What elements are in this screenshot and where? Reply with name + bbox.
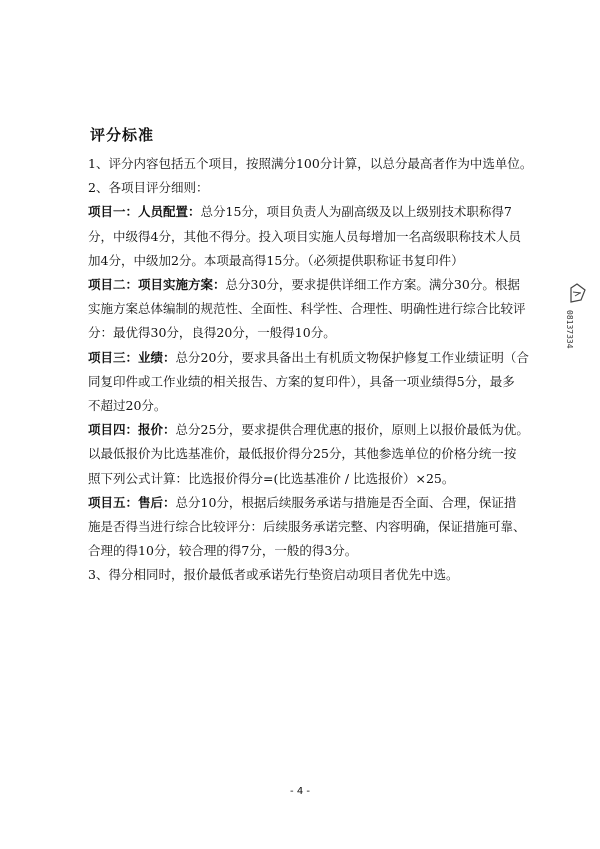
- line-text: 施是否得当进行综合比较评分：后续服务承诺完整、内容明确，保证措施可靠、: [88, 519, 526, 534]
- line-text: 总分30分，要求提供详细工作方案。满分30分。根据: [225, 277, 520, 292]
- item-title: 项目四：报价：: [88, 422, 176, 438]
- line-text: 不超过20分。: [88, 398, 167, 413]
- line-text: 总分20分，要求具备出土有机质文物保护修复工作业绩证明（合: [175, 349, 529, 365]
- item-title: 项目三：业绩：: [88, 349, 176, 365]
- text-line: [88, 374, 528, 390]
- text-line: [88, 156, 533, 172]
- text-line: [88, 471, 528, 487]
- line-text: 加4分，中级加2分。本项最高得15分。（必须提供职称证书复印件）: [88, 252, 464, 268]
- line-text: 合理的得10分，较合理的得7分，一般的得3分。: [88, 543, 358, 559]
- text-line: [88, 350, 528, 366]
- line-text: 同复印件或工作业绩的相关报告、方案的复印件），具备一项业绩得5分，最多: [88, 373, 515, 389]
- line-text: 3、得分相同时，报价最低者或承诺先行垫资启动项目者优先中选。: [88, 567, 459, 583]
- item-title: 项目一：人员配置：: [88, 204, 201, 220]
- text-line: [88, 446, 528, 462]
- line-text: 1、评分内容包括五个项目，按照满分100分计算，以总分最高者作为中选单位。: [88, 156, 533, 171]
- line-text: 分：最优得30分，良得20分，一般得10分。: [88, 325, 336, 341]
- text-line: [88, 325, 528, 341]
- text-line: [88, 543, 528, 559]
- text-line: [88, 519, 528, 535]
- line-text: 照下列公式计算：比选报价得分=(比选基准价 / 比选报价）×25。: [88, 470, 455, 486]
- line-text: 分，中级得4分，其他不得分。投入项目实施人员每增加一名高级职称技术人员: [88, 228, 521, 244]
- text-line: [88, 495, 528, 511]
- seal-stamp: [557, 280, 597, 380]
- text-line: [88, 180, 528, 196]
- text-line: [88, 277, 528, 293]
- svg-text:08137334: 08137334: [565, 310, 574, 349]
- item-title: 项目五：售后：: [88, 494, 176, 510]
- text-line: [88, 398, 528, 414]
- text-line: [88, 253, 528, 269]
- page-number: - 4 -: [290, 786, 310, 797]
- line-text: 总分25分，要求提供合理优惠的报价，原则上以报价最低为优。: [175, 422, 529, 438]
- line-text: 总分10分，根据后续服务承诺与措施是否全面、合理，保证措: [175, 494, 517, 510]
- text-line: [88, 204, 528, 220]
- text-line: [88, 229, 528, 245]
- line-text: 2、各项目评分细则：: [88, 180, 209, 196]
- line-text: 以最低报价为比选基准价，最低报价得分25分，其他参选单位的价格分统一按: [88, 446, 517, 462]
- text-line: [88, 422, 528, 438]
- text-line: [88, 567, 528, 583]
- section-heading: 评分标准: [90, 126, 155, 144]
- line-text: 实施方案总体编制的规范性、全面性、科学性、合理性、明确性进行综合比较评: [88, 301, 526, 317]
- line-text: 总分15分，项目负责人为副高级及以上级别技术职称得7: [200, 204, 512, 220]
- item-title: 项目二：项目实施方案：: [88, 277, 226, 292]
- text-line: [88, 301, 528, 317]
